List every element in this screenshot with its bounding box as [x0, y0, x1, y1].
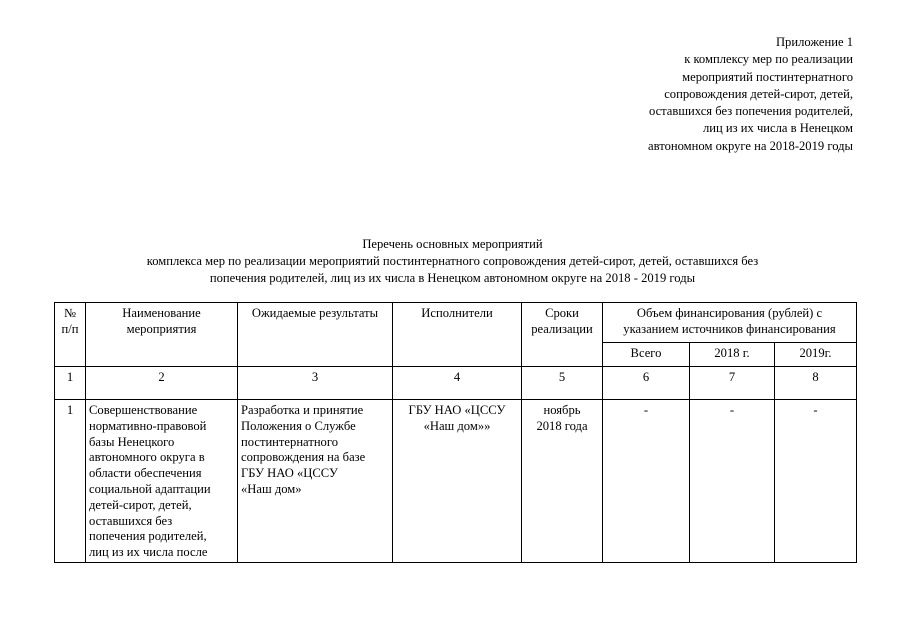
- row-name-line: автономного округа в: [89, 450, 205, 465]
- row-2019: -: [775, 400, 857, 563]
- row-term-line: ноябрь: [543, 403, 581, 417]
- row-term: [522, 400, 603, 563]
- appendix-line: лиц из их числа в Ненецком: [703, 121, 853, 136]
- row-name-line: социальной адаптации: [89, 481, 211, 496]
- column-number: 6: [603, 367, 690, 400]
- measures-table: [54, 302, 857, 563]
- header-results: Ожидаемые результаты: [238, 303, 393, 367]
- document-heading: [0, 236, 905, 286]
- column-number: 2: [86, 367, 238, 400]
- header-num-line: №: [63, 306, 77, 320]
- row-name-line: Совершенствование: [89, 403, 198, 417]
- row-result-line: сопровождения на базе: [241, 450, 366, 465]
- column-number: 4: [393, 367, 522, 400]
- header-terms-line: Сроки: [545, 306, 579, 320]
- column-number: 5: [522, 367, 603, 400]
- row-name-line: области обеспечения: [89, 466, 202, 481]
- row-name-line: оставшихся без: [89, 513, 173, 528]
- header-funding-line: Объем финансирования (рублей) с: [636, 306, 823, 320]
- table-row: [55, 400, 857, 563]
- header-row: [55, 303, 857, 343]
- header-total: Всего: [603, 343, 690, 367]
- column-number-row: [55, 367, 857, 400]
- header-name-line: Наименование: [122, 306, 201, 320]
- header-executors: Исполнители: [393, 303, 522, 367]
- row-total: -: [603, 400, 690, 563]
- header-funding: [603, 303, 857, 343]
- column-number: 7: [690, 367, 775, 400]
- header-name-line: мероприятия: [126, 321, 197, 336]
- row-name-line: детей-сирот, детей,: [89, 497, 192, 512]
- header-terms: [522, 303, 603, 367]
- row-term-line: 2018 года: [536, 418, 588, 433]
- row-executor-line: «Наш дом»»: [423, 418, 491, 433]
- row-result-line: Разработка и принятие: [241, 403, 364, 417]
- header-num-line: п/п: [61, 321, 79, 336]
- appendix-line: Приложение 1: [775, 35, 853, 49]
- row-name-line: лиц из их числа после: [89, 545, 208, 560]
- column-number: 1: [55, 367, 86, 400]
- row-result-line: ГБУ НАО «ЦССУ: [241, 466, 338, 481]
- row-executor-line: ГБУ НАО «ЦССУ: [408, 403, 506, 417]
- header-funding-line: указанием источников финансирования: [623, 321, 836, 336]
- row-2018: -: [690, 400, 775, 563]
- row-result-line: Положения о Службе: [241, 418, 356, 433]
- heading-line: Перечень основных мероприятий: [362, 237, 543, 251]
- appendix-line: оставшихся без попечения родителей,: [648, 104, 853, 119]
- heading-line: комплекса мер по реализации мероприятий постинтернатного сопровождения детей-сирот, детей, оставшихся без: [146, 253, 759, 268]
- header-2018: 2018 г.: [690, 343, 775, 367]
- header-name: [86, 303, 238, 367]
- appendix-line: автономном округе на 2018-2019 годы: [648, 138, 853, 153]
- row-name: [86, 400, 238, 563]
- appendix-line: к комплексу мер по реализации: [684, 52, 853, 67]
- row-result-line: постинтернатного: [241, 434, 339, 449]
- row-num: 1: [55, 400, 86, 563]
- appendix-note: [0, 34, 853, 155]
- row-executor: [393, 400, 522, 563]
- column-number: 3: [238, 367, 393, 400]
- column-number: 8: [775, 367, 857, 400]
- row-name-line: нормативно-правовой: [89, 418, 207, 433]
- row-name-line: базы Ненецкого: [89, 434, 175, 449]
- row-name-line: попечения родителей,: [89, 529, 207, 544]
- header-num: [55, 303, 86, 367]
- appendix-line: сопровождения детей-сирот, детей,: [664, 86, 853, 101]
- row-result: [238, 400, 393, 563]
- header-terms-line: реализации: [531, 321, 593, 336]
- appendix-line: мероприятий постинтернатного: [682, 69, 853, 84]
- heading-line: попечения родителей, лиц из их числа в Ненецком автономном округе на 2018 - 2019 годы: [209, 270, 696, 285]
- header-2019: 2019г.: [775, 343, 857, 367]
- row-result-line: «Наш дом»: [241, 481, 302, 496]
